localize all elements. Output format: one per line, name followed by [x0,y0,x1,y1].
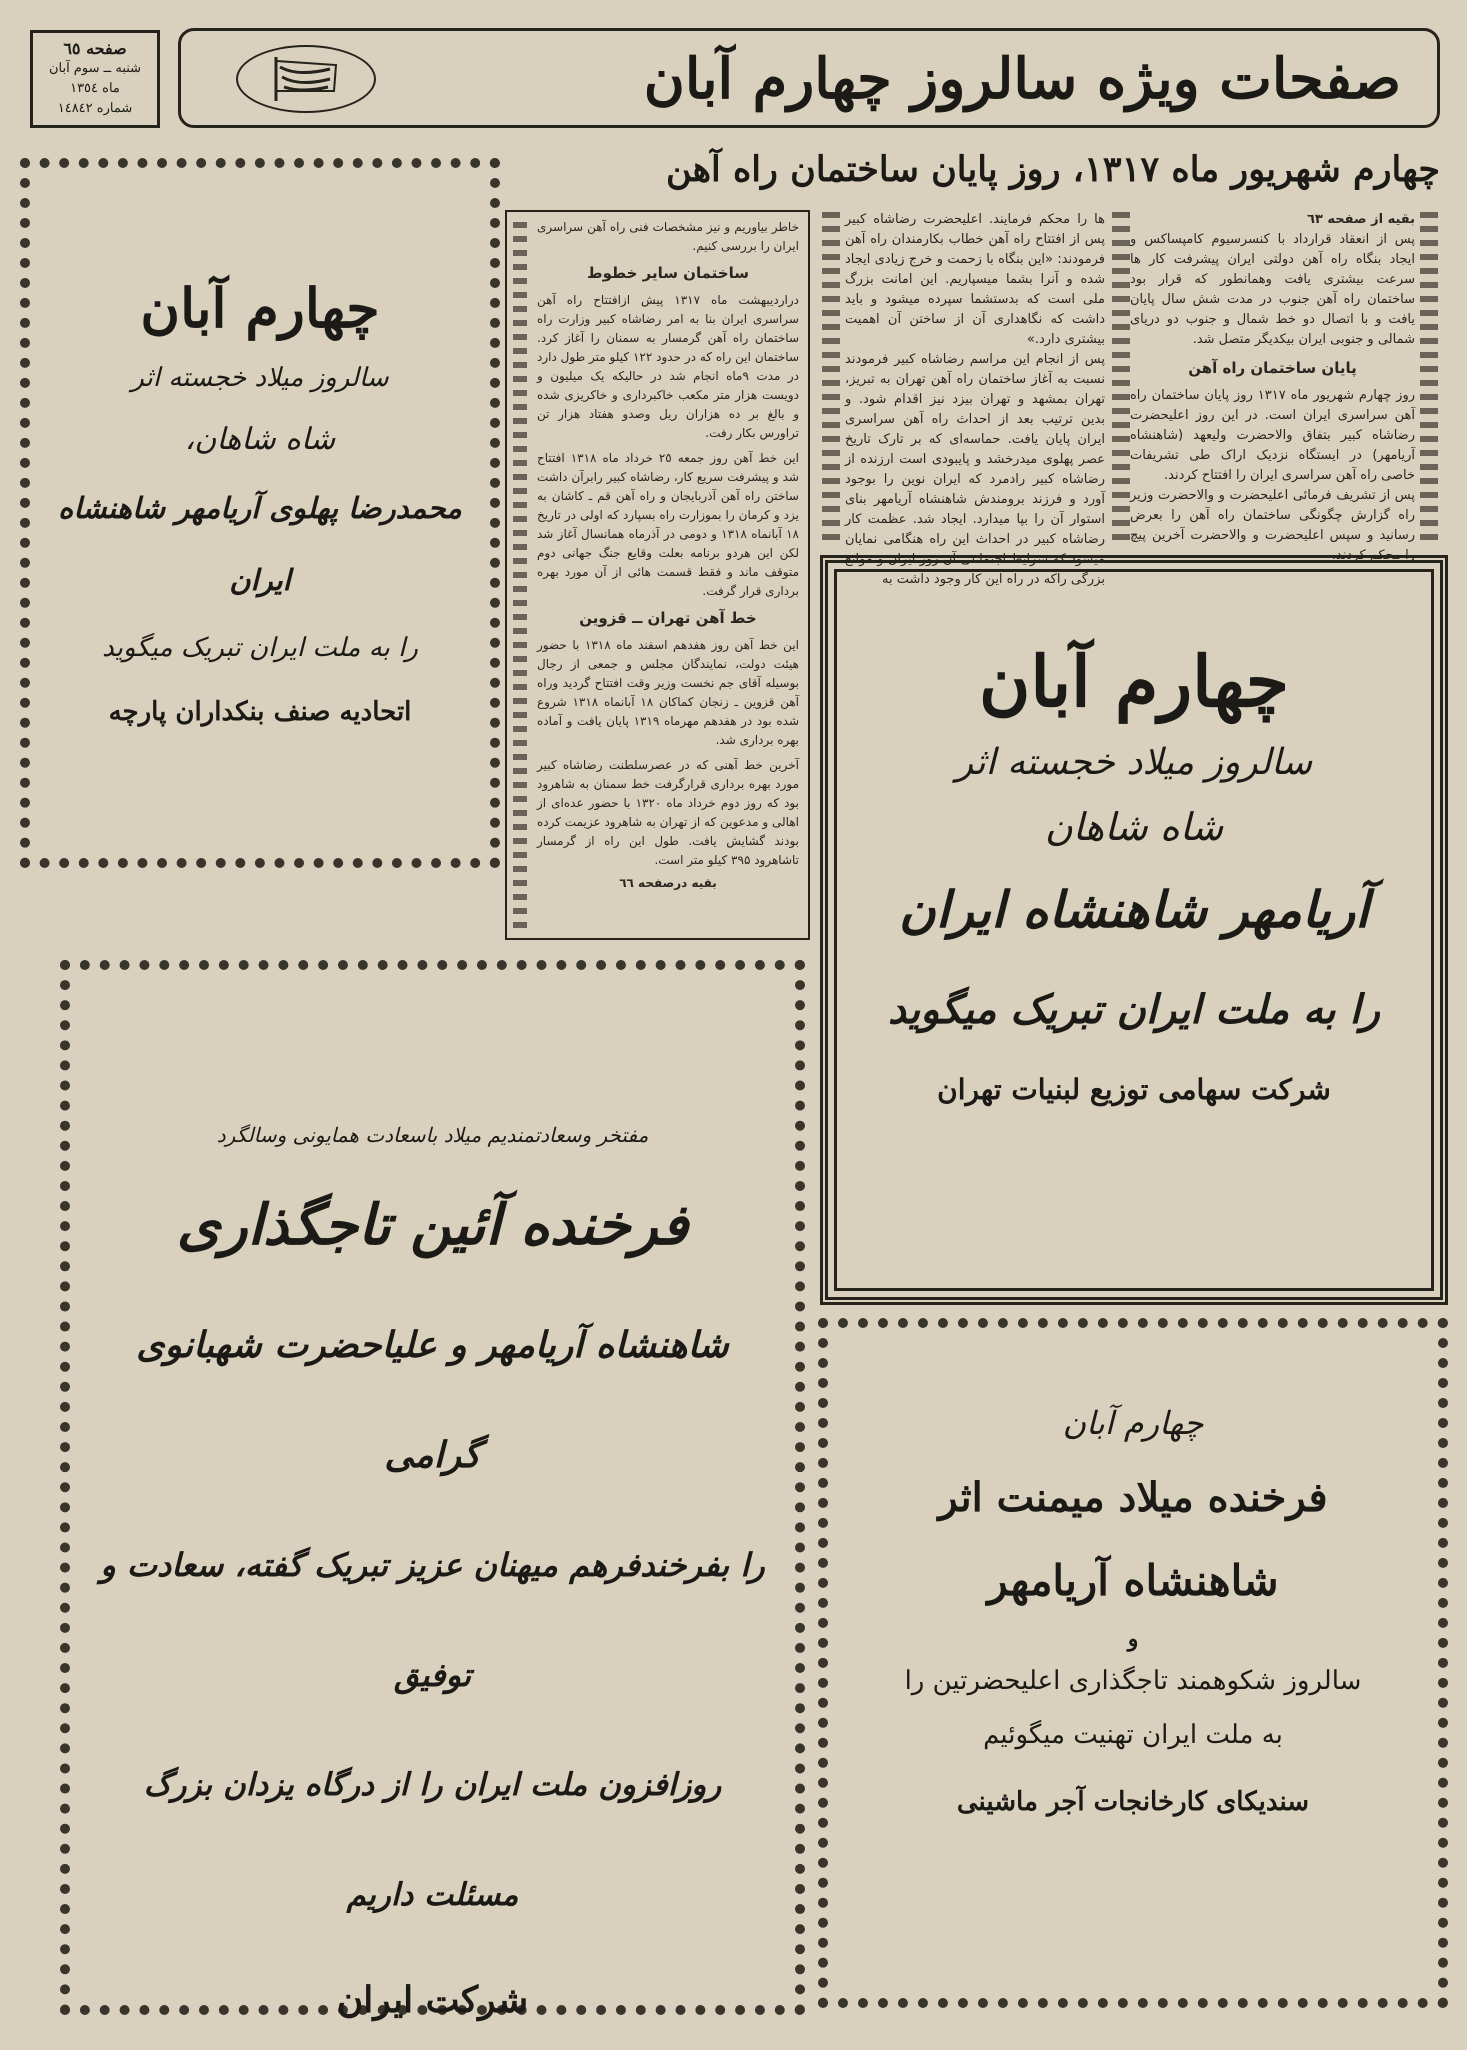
ad-line: شاهنشاه آریامهر [987,1556,1279,1605]
column-subhead: ساختمان سایر خطوط [586,264,749,282]
article-column-2 [845,210,1105,587]
article-headline: چهارم شهریور ماه ۱۳۱۷، روز پایان ساختمان راه آهن [665,149,1440,190]
ad-sherkat-iran [60,960,805,2021]
ad-line: روزافزون ملت ایران را از درگاه یزدان بزرگ مسئلت داریم [143,1767,722,1913]
article-column-3 [537,218,799,934]
ad-heading: چهارم آبان [978,640,1290,723]
ad-line: به ملت ایران تهنیت میگوئیم [983,1720,1283,1750]
column-paragraph: پس از انعقاد قرارداد با کنسرسیوم کامپساکس و ایجاد بنگاه راه آهن دولتی ایران پیشرفت کار ها سرعت بیشتری یافت وهمانطور که قرار بود ساختمان راه آهن جنوب در مدت شش سال پایان یافت و با اتصال دو خط شمال و جنوب دو دریای شمالی و جنوبی ایران بیکدیگر متصل شد. [1130,232,1415,347]
ad-line: را به ملت ایران تبریک میگوید [888,986,1380,1033]
ad-line: شاه شاهان، [184,422,336,457]
flag-emblem-icon [236,45,376,113]
column-paragraph: این خط آهن روز هفدهم اسفند ماه ۱۳۱۸ با حضور هیئت دولت، نمایندگان مجلس و جمعی از رجال بوسیله آقای جم نخست وزیر وقت افتتاح گردید وراه آهن قزوین ـ زنجان کماکان ۱۸ آبانماه ۱۳۱۸ شروع شده بود در هفدهم مهرماه ۱۳۱۹ پایان یافت و آماده بهره برداری شد. [537,638,799,747]
page-title: صفحات ویژه سالروز چهارم آبان [643,46,1401,112]
column-subhead: خط آهن تهران ــ قزوین [579,609,757,627]
ad-heading: فرخنده آئین تاجگذاری [176,1192,689,1258]
page-info-box [30,30,160,128]
ad-ajr-mashini [818,1318,1448,2008]
column-paragraph: خاطر بیاوریم و نیز مشخصات فنی راه آهن سراسری ایران را بررسی کنیم. [537,220,799,253]
page-year: ماه ١٣٥٤ [70,81,120,96]
ad-line: چهارم آبان [1062,1404,1204,1442]
ad-signature: اتحادیه صنف بنکداران پارچه [108,697,412,727]
column-paragraph: آخرین خط آهنی که در عصرسلطنت رضاشاه کبیر مورد بهره برداری قرارگرفت خط سمنان به شاهرود بود که روز دوم خرداد ماه ۱۳۲۰ با حضور عده‌ای از اهالی و مدعوین که از تهران به شاهرود عزیمت کرده بودند گشایش یافت. طول این راه از گرمسار تاشاهرود ۳۹۵ کیلو متر است. [537,758,799,867]
column-paragraph: روز چهارم شهریور ماه ۱۳۱۷ روز پایان ساختمان راه آهن سراسری ایران است. در این روز اعلیحضرت رضاشاه کبیر بتفاق والاحضرت ولیعهد (شاهنشاه آریامهر) در ایستگاه نزدیک اراک طی تشریفات خاصی راه آهن سراسری ایران را افتتاح کردند. [1130,388,1415,483]
ad-line: محمدرضا پهلوی آریامهر شاهنشاه ایران [58,491,462,597]
ad-signature: شرکت سهامی توزیع لبنیات تهران [937,1073,1331,1106]
ad-heading: چهارم آبان [140,276,380,340]
ad-line: سالروز میلاد خجسته اثر [955,742,1313,783]
ad-signature: شرکت ایران [336,1979,529,2021]
continued-from: بقیه از صفحه ٦٣ [1307,212,1415,227]
ad-line: شاهنشاه آریامهر و علیاحضرت شهبانوی گرامی [136,1324,729,1476]
title-banner [178,28,1440,128]
ad-line: آریامهر شاهنشاه ایران [898,880,1370,939]
ad-signature: سندیکای کارخانجات آجر ماشینی [956,1787,1310,1817]
column-paragraph: پس از تشریف فرمائی اعلیحضرت و والاحضرت وزیر راه گزارش چگونگی ساختمان راه آهن را بعرض رسانید و سپس اعلیحضرت و والاحضرت آخرین پیچ را محکم کردند. [1130,488,1415,563]
page-date: شنبه ــ سوم آبان [48,61,142,76]
article-column-3-box [505,210,810,940]
article-column-1 [1130,210,1415,563]
ad-line: مفتخر وسعادتمندیم میلاد باسعادت همایونی وسالگرد [216,1123,649,1147]
page-number: صفحه ٦٥ [63,39,127,58]
ad-line: سالروز میلاد خجسته اثر [131,363,389,393]
ad-line: را به ملت ایران تبریک میگوید [102,633,418,663]
ad-line: سالروز شکوهمند تاجگذاری اعلیحضرتین را [904,1666,1362,1696]
ad-line: شاه شاهان [1044,805,1224,849]
ad-bonakdaran [20,158,500,868]
ad-line: را بفرخندفرهم میهنان عزیز تبریک گفته، سعادت و توفیق [100,1546,765,1694]
ad-heading: فرخنده میلاد میمنت اثر [938,1474,1328,1521]
column-subhead: پایان ساختمان راه آهن [1188,359,1357,377]
ad-line: و [1127,1626,1139,1652]
column-paragraph: این خط آهن روز جمعه ٢٥ خرداد ماه ۱۳۱۸ افتتاح شد و پیشرفت سریع کار، رضاشاه کبیر رابرآن داشت ساختن راه آهن آذربایجان و راه آهن قم ـ کاشان به یزد و کرمان را بموزارت راه بسپارد که اولی در تاریخ ۱۸ آبانماه ۱۳۱۸ و دومی در آذرماه همانسال آغاز شد لکن این هردو برنامه بعلت وقایع جنگ جهانی دوم متوقف ماند و فقط قسمت هائی از آن مورد بهره برداری قرار گرفت. [537,451,800,598]
column-paragraph: دراردیبهشت ماه ۱۳۱۷ پیش ازافتتاح راه آهن سراسری ایران بنا به امر رضاشاه کبیر وزارت راه ساختمان راه آهن گرمسار به سمنان را آغاز کرد. ساختمان این راه که در حدود ۱۲۲ کیلو متر طول دارد در مدت ۹ماه انجام شد در حالیکه یک میلیون و دویست هزار متر مکعب خاکبرداری و خاکریزی شده و بالغ بر ده هزاران ریل وصدو هفتاد هزار تن تراورس بکار رفت. [537,293,800,440]
column-paragraph: ها را محکم فرمایند. اعلیحضرت رضاشاه کبیر پس از افتتاح راه آهن خطاب بکارمندان راه آهن فرمودند: «این بنگاه با زحمت و خرج زیادی ایجاد شده و آنرا بشما میسپاریم. این امانت بزرگ ملی است که بدستشما سپرده میشود و باید داشت که نگاهداری آن از ساختن آن اهمیت بیشتری دارد.» [845,212,1105,347]
ad-labaniyat [820,555,1448,1305]
continued-on: بقیه درصفحه ٦٦ [619,876,717,890]
column-paragraph: پس از انجام این مراسم رضاشاه کبیر فرمودند نسبت به آغاز ساختمان راه آهن تهران به تبریز، تهران بمشهد و تهران بیزد نیز اقدام شود. و بدین ترتیب بعد از احداث راه آهن سراسری ایران پایان یافت. حماسه‌ای که بر تارک تاریخ عصر پهلوی میدرخشد و پایبودی است ارزنده از رضاشاه کبیر رادمرد که ایران نوین را بوجود آورد و فرزند برومندش شاهنشاه آریامهر بنای استوار آن را بپا میدارد. ایجاد شد. عظمت کار رضاشاه کبیر در احداث این راه هنگامی نمایان میشود که شرایط اجتماعی آن روز ایران و موانع بزرگی راکه در راه این کار وجود داشت به [845,352,1105,587]
issue-number: شماره ١٤٨٤٢ [57,101,133,116]
